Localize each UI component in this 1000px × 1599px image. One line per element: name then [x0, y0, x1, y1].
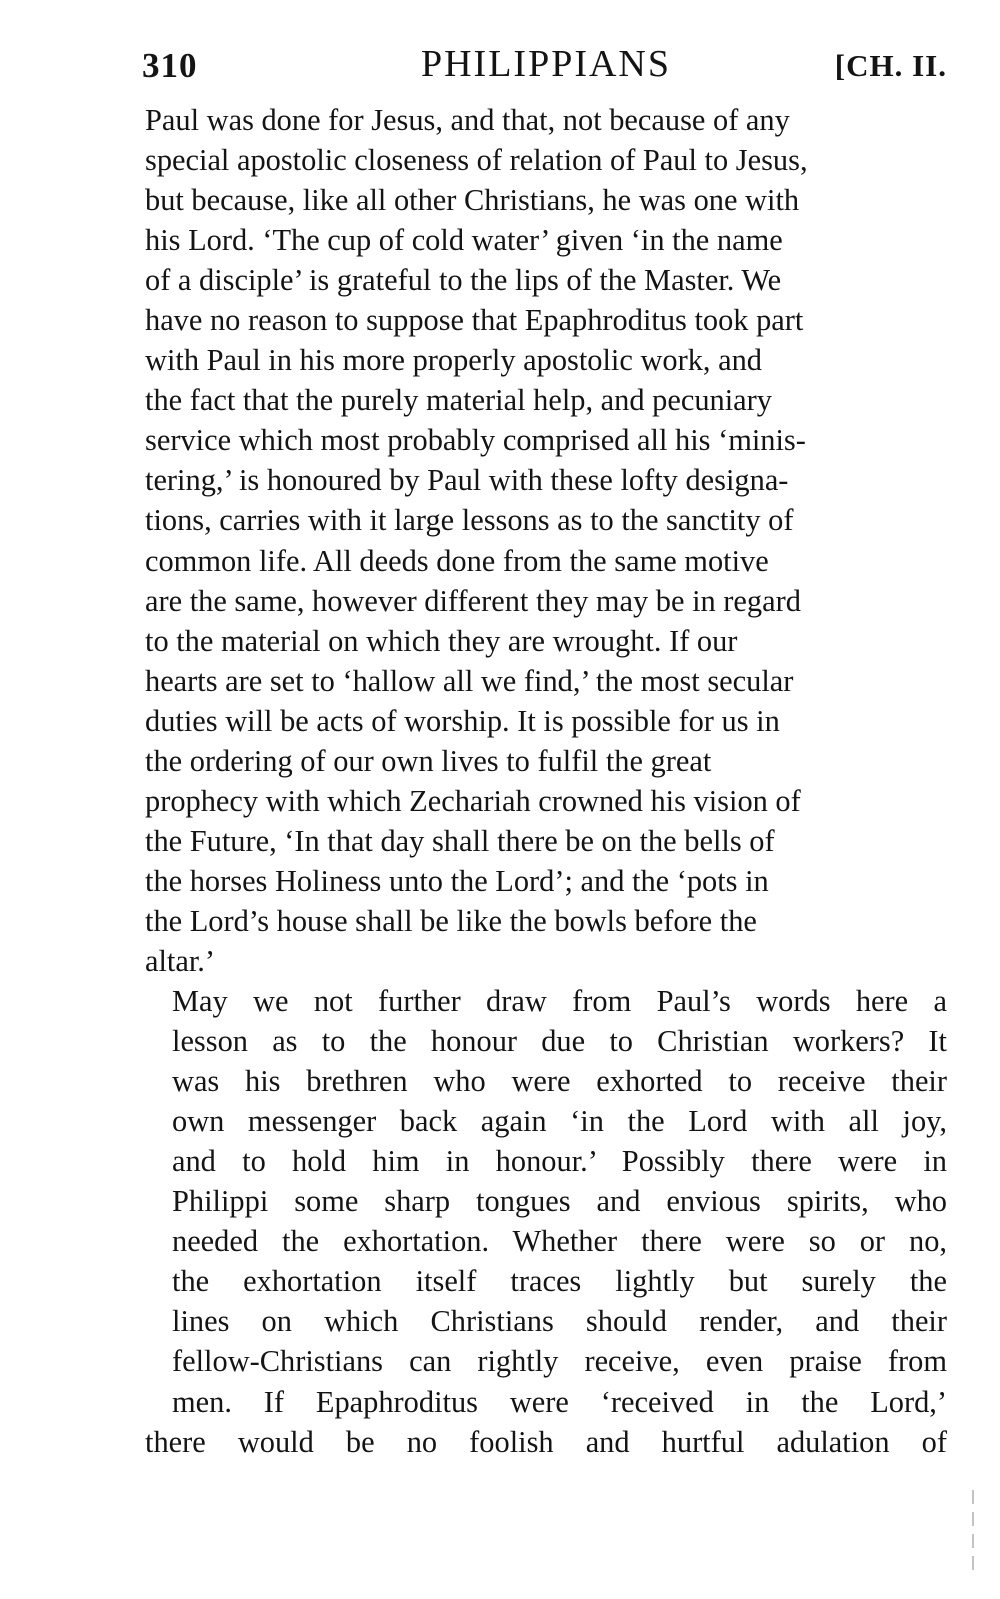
margin-mark — [972, 1556, 974, 1570]
text-line: his Lord. ‘The cup of cold water’ given ‘in the name — [145, 223, 783, 258]
text-line: prophecy with which Zechariah crowned his vision of — [145, 783, 801, 818]
text-line: but because, like all other Christians, he was one with — [145, 183, 800, 218]
running-head — [142, 40, 947, 100]
paragraph — [145, 981, 947, 1462]
text-line: lines on which Christians should render, and their — [172, 1304, 947, 1339]
text-line: needed the exhortation. Whether there were so or no, — [172, 1224, 947, 1259]
text-line: the exhortation itself traces lightly but surely the — [172, 1264, 947, 1299]
text-line: duties will be acts of worship. It is possible for us in — [145, 703, 780, 738]
text-line: are the same, however different they may be in regard — [145, 583, 801, 618]
body-text — [145, 100, 947, 1462]
text-line: service which most probably comprised all his ‘minis- — [145, 423, 806, 458]
text-line: have no reason to suppose that Epaphroditus took part — [145, 303, 804, 338]
text-line: was his brethren who were exhorted to receive their — [172, 1064, 947, 1099]
text-line: Philippi some sharp tongues and envious spirits, who — [172, 1184, 947, 1219]
text-line: common life. All deeds done from the same motive — [145, 543, 769, 578]
text-line: to the material on which they are wrought. If our — [145, 623, 738, 658]
text-line: altar.’ — [145, 943, 216, 978]
text-line: there would be no foolish and hurtful adulation of — [145, 1424, 947, 1459]
text-line: tering,’ is honoured by Paul with these lofty designa- — [145, 463, 789, 498]
text-line: and to hold him in honour.’ Possibly there were in — [172, 1144, 947, 1179]
margin-mark — [972, 1534, 974, 1548]
text-line: men. If Epaphroditus were ‘received in the Lord,’ — [172, 1384, 947, 1419]
text-line: special apostolic closeness of relation of Paul to Jesus, — [145, 143, 808, 178]
text-line: the ordering of our own lives to fulfil the great — [145, 743, 712, 778]
book-title: PHILIPPIANS — [420, 43, 672, 85]
text-line: tions, carries with it large lessons as to the sanctity of — [145, 503, 794, 538]
text-line: the Future, ‘In that day shall there be on the bells of — [145, 823, 775, 858]
text-line: Paul was done for Jesus, and that, not because of any — [145, 103, 790, 137]
margin-mark — [972, 1512, 974, 1526]
book-page — [142, 40, 947, 1462]
text-line: May we not further draw from Paul’s words here a — [172, 984, 947, 1019]
text-line: the fact that the purely material help, and pecuniary — [145, 383, 772, 418]
text-line: with Paul in his more properly apostolic work, and — [145, 343, 762, 378]
text-line: the Lord’s house shall be like the bowls before the — [145, 903, 757, 938]
page-number: 310 — [142, 46, 198, 85]
text-line: fellow-Christians can rightly receive, even praise from — [172, 1344, 947, 1379]
chapter-reference: [CH. II. — [834, 48, 947, 83]
text-line: own messenger back again ‘in the Lord with all joy, — [172, 1104, 947, 1139]
margin-mark — [972, 1490, 974, 1504]
text-line: of a disciple’ is grateful to the lips of the Master. We — [145, 263, 782, 298]
text-line: the horses Holiness unto the Lord’; and the ‘pots in — [145, 863, 769, 898]
text-line: hearts are set to ‘hallow all we find,’ the most secular — [145, 663, 794, 698]
paragraph — [145, 100, 947, 981]
text-line: lesson as to the honour due to Christian workers? It — [172, 1024, 947, 1059]
